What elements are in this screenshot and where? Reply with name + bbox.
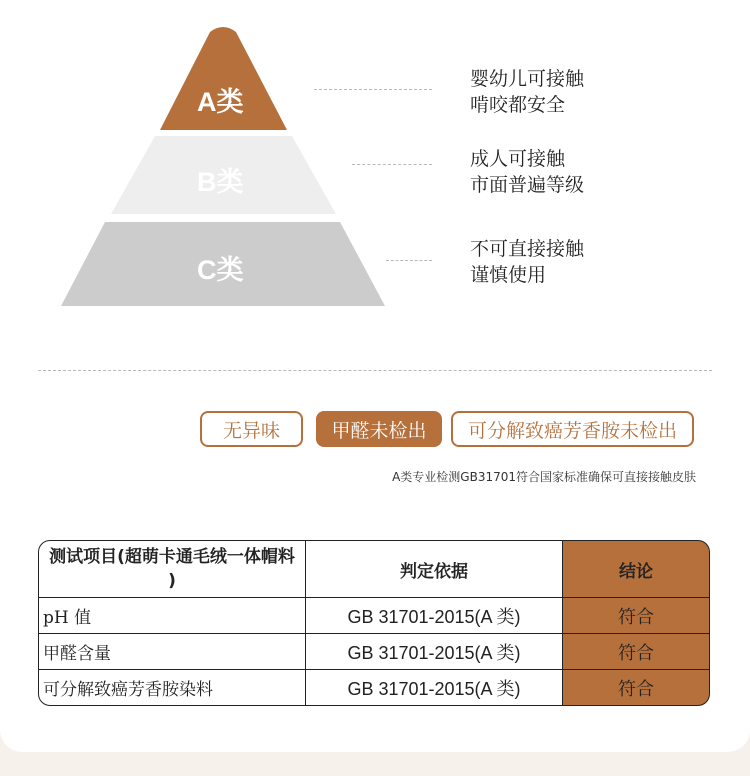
leader-line-a: [314, 89, 432, 90]
section-divider: [38, 370, 712, 371]
row-criterion: GB 31701-2015(A 类): [306, 634, 563, 670]
header-test-item: 测试项目(超萌卡通毛绒一体帽料 ): [38, 540, 306, 598]
tier-label-c: C类: [197, 255, 244, 285]
leader-line-c: [386, 260, 432, 261]
tier-label-a: A类: [197, 87, 244, 117]
test-results-table: [38, 540, 710, 706]
tier-b-line1: 成人可接触: [470, 148, 566, 170]
row-test-item: 甲醛含量: [38, 634, 306, 670]
tier-b-line2: 市面普遍等级: [470, 174, 585, 196]
tag-aromatic-amine-not-detected: 可分解致癌芳香胺未检出: [451, 411, 694, 447]
tier-a-description: [470, 66, 584, 118]
table-row: [38, 670, 710, 706]
pyramid-chart: [0, 0, 750, 320]
table-header-row: [38, 540, 710, 598]
tier-c-line1: 不可直接接触: [470, 238, 585, 260]
row-conclusion: 符合: [563, 634, 710, 670]
header-criterion: 判定依据: [306, 540, 563, 598]
certification-note: A类专业检测GB31701符合国家标准确保可直接接触皮肤: [392, 470, 696, 484]
tier-c-line2: 谨慎使用: [470, 264, 547, 286]
tier-label-b: B类: [197, 167, 244, 197]
tier-a-line1: 婴幼儿可接触: [470, 68, 585, 90]
tier-c-description: [470, 236, 584, 288]
table-row: [38, 598, 710, 634]
table-row: [38, 634, 710, 670]
row-test-item: pH 值: [38, 598, 306, 634]
row-test-item: 可分解致癌芳香胺染料: [38, 670, 306, 706]
row-criterion: GB 31701-2015(A 类): [306, 670, 563, 706]
tag-formaldehyde-not-detected: 甲醛未检出: [316, 411, 442, 447]
tier-a-line2: 啃咬都安全: [470, 94, 566, 116]
row-conclusion: 符合: [563, 670, 710, 706]
leader-line-b: [352, 164, 432, 165]
tag-no-odor: 无异味: [200, 411, 303, 447]
row-criterion: GB 31701-2015(A 类): [306, 598, 563, 634]
row-conclusion: 符合: [563, 598, 710, 634]
header-conclusion: 结论: [563, 540, 710, 598]
tier-b-description: [470, 146, 584, 198]
